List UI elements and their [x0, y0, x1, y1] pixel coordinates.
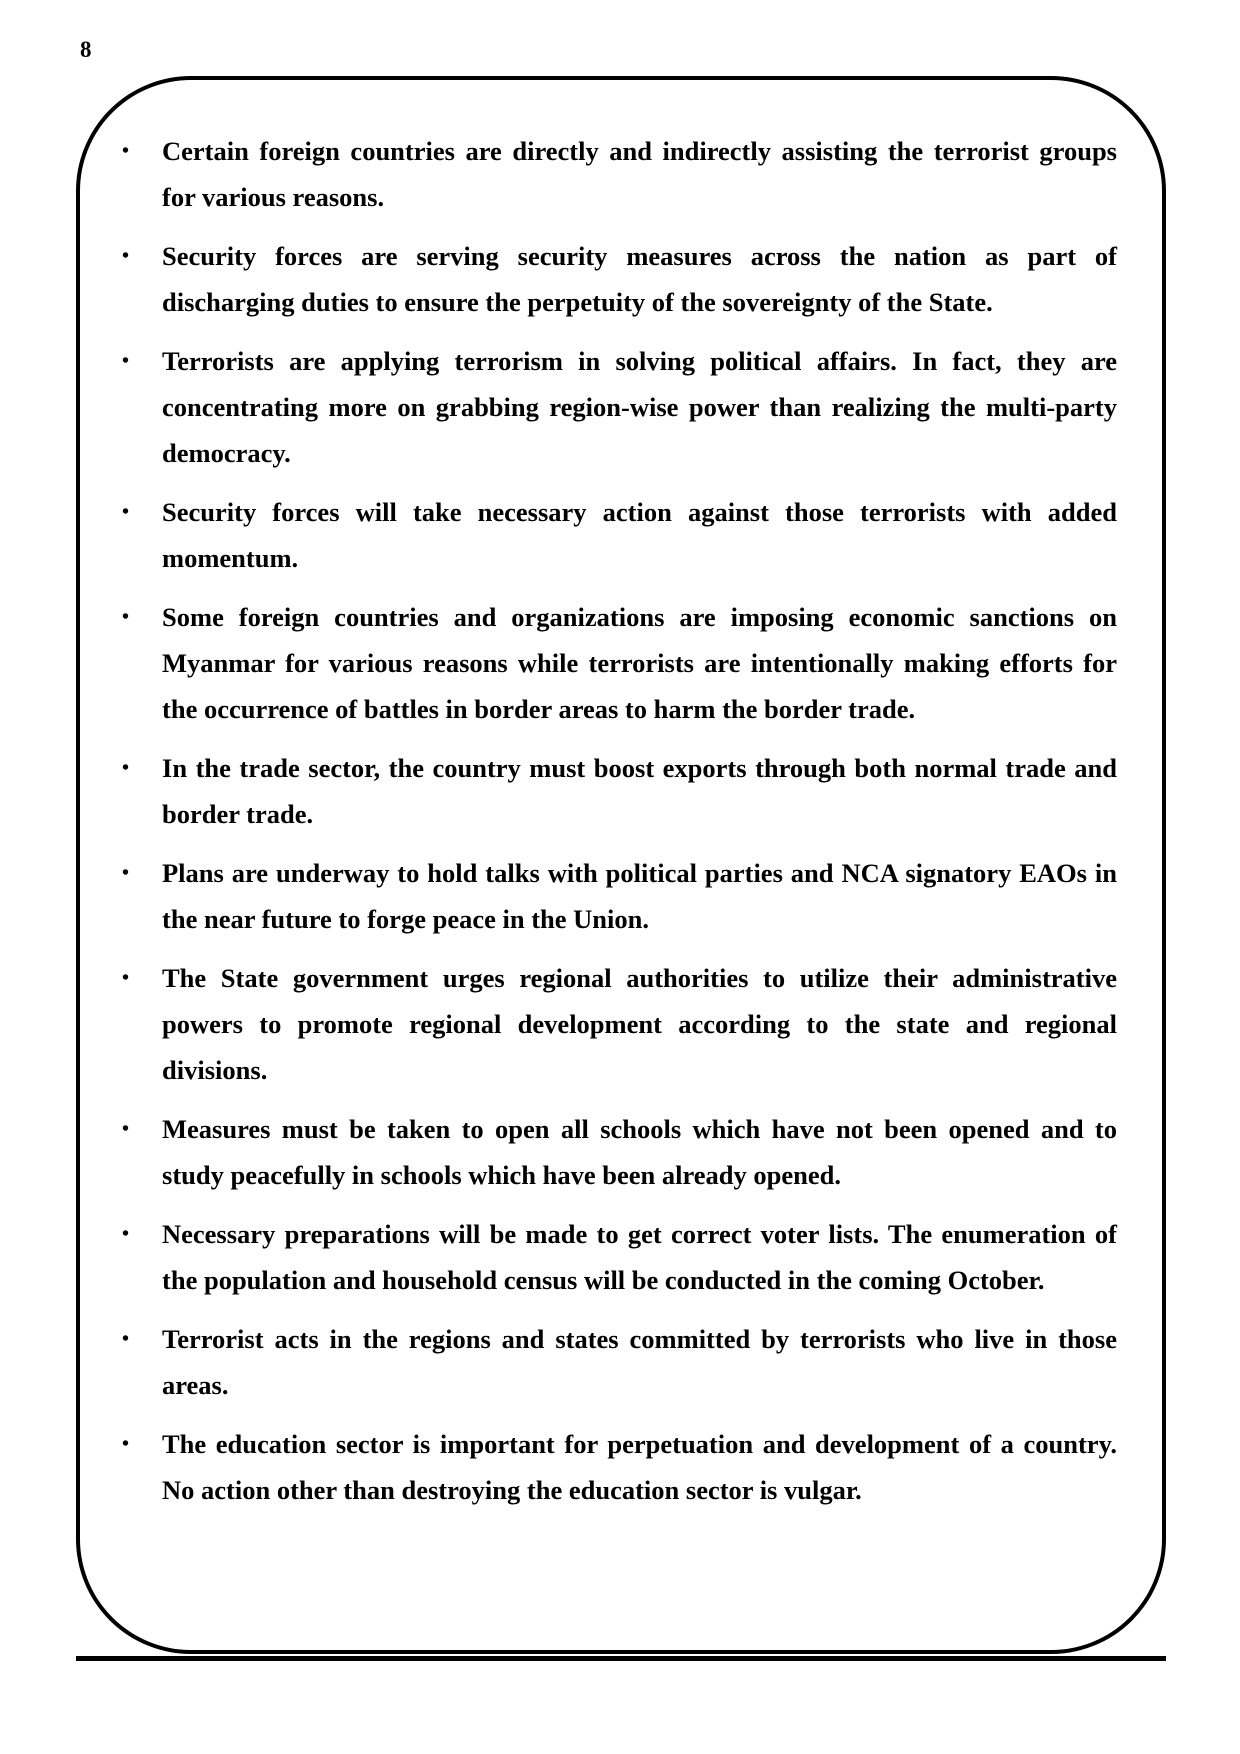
bullet-item [117, 338, 1117, 476]
bullet-text: Terrorist acts in the regions and states committed by terrorists who live in those areas. [162, 1324, 1117, 1400]
bullet-icon: • [122, 1118, 130, 1140]
bullet-text: Terrorists are applying terrorism in solving political affairs. In fact, they are concentrating more on grabbing region-wise power than realizing the multi-party democracy. [162, 346, 1117, 468]
bullet-icon: • [122, 862, 130, 884]
page-number: 8 [80, 37, 92, 62]
bullet-icon: • [122, 1433, 130, 1455]
bullet-icon: • [122, 967, 130, 989]
bullet-text: Plans are underway to hold talks with political parties and NCA signatory EAOs in the near future to forge peace in the Union. [162, 858, 1117, 934]
bottom-rule [76, 1656, 1166, 1661]
bullet-item [117, 850, 1117, 942]
bullet-icon: • [122, 350, 130, 372]
bullet-text: In the trade sector, the country must boost exports through both normal trade and border trade. [162, 753, 1117, 829]
bullet-item [117, 594, 1117, 732]
bullet-text: The education sector is important for perpetuation and development of a country. No action other than destroying the education sector is vulgar. [162, 1429, 1117, 1505]
bullet-text: Security forces are serving security measures across the nation as part of discharging duties to ensure the perpetuity of the sovereignty of the State. [162, 241, 1117, 317]
bullet-list [117, 128, 1117, 1526]
bullet-icon: • [122, 140, 130, 162]
bullet-icon: • [122, 606, 130, 628]
bullet-text: Security forces will take necessary action against those terrorists with added momentum. [162, 497, 1117, 573]
bullet-icon: • [122, 1328, 130, 1350]
bullet-text: The State government urges regional authorities to utilize their administrative powers to promote regional development according to the state and regional divisions. [162, 963, 1117, 1085]
bullet-item [117, 1106, 1117, 1198]
bullet-item [117, 1316, 1117, 1408]
bullet-icon: • [122, 1223, 130, 1245]
bullet-text: Measures must be taken to open all schools which have not been opened and to study peacefully in schools which have been already opened. [162, 1114, 1117, 1190]
bullet-item [117, 1211, 1117, 1303]
bullet-item [117, 233, 1117, 325]
bullet-icon: • [122, 501, 130, 523]
bullet-icon: • [122, 245, 130, 267]
bullet-text: Some foreign countries and organizations are imposing economic sanctions on Myanmar for various reasons while terrorists are intentionally making efforts for the occurrence of battles in border areas to harm the border trade. [162, 602, 1117, 724]
bullet-text: Necessary preparations will be made to get correct voter lists. The enumeration of the population and household census will be conducted in the coming October. [162, 1219, 1117, 1295]
bullet-item [117, 955, 1117, 1093]
bullet-item [117, 128, 1117, 220]
bullet-icon: • [122, 757, 130, 779]
bullet-item [117, 489, 1117, 581]
bullet-text: Certain foreign countries are directly and indirectly assisting the terrorist groups for various reasons. [162, 136, 1117, 212]
bullet-item [117, 1421, 1117, 1513]
bullet-item [117, 745, 1117, 837]
